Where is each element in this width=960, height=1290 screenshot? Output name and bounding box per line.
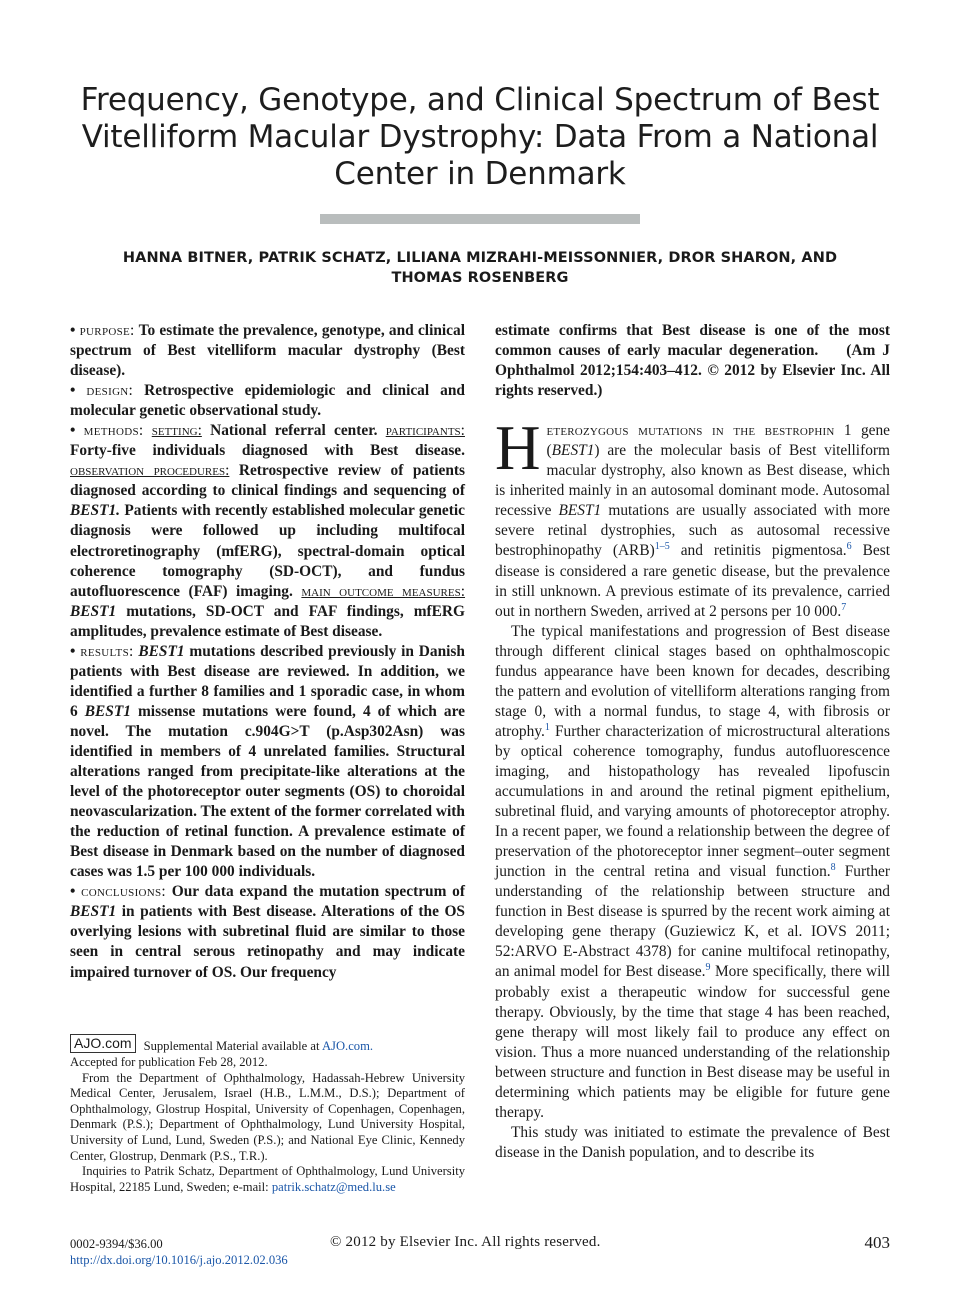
intro-smallcaps: eterozygous mutations in the bestrophin 1 — [546, 422, 852, 440]
observation-text: Retrospective review of patients diagnosed according to clinical findings and sequencing of — [70, 462, 465, 500]
ajo-logo: AJO.com — [70, 1034, 136, 1053]
reference-link[interactable]: 8 — [830, 862, 836, 874]
reference-link[interactable]: 9 — [705, 962, 711, 974]
body-text: Further understanding of the relationship between structure and function in Best disease is spurred by the recent work aiming at developing gene therapy (Guziewicz K, et al. IOVS 2011; 52:ARVO E-Abstract 4378) for canine multifocal retinopathy, an animal model for Best disease. — [495, 863, 890, 981]
body-text: Best disease is considered a rare genetic disease, but the prevalence in still unknown. A previous estimate of its prevalence, carried out in northern Sweden, arrived at 2 persons per 10 000. — [495, 542, 890, 620]
issn: 0002-9394/$36.00 — [70, 1237, 163, 1251]
gene-name: BEST1. — [70, 502, 121, 520]
email-link[interactable]: patrik.schatz@med.lu.se — [271, 1179, 396, 1194]
gene-name: BEST1 — [558, 502, 602, 520]
methods-label: methods: — [83, 422, 144, 440]
author-list — [60, 248, 900, 288]
footnotes — [70, 1036, 465, 1195]
supplemental-note — [70, 1036, 465, 1055]
participants-label: participants: — [385, 422, 465, 440]
body-text: The typical manifestations and progression of Best disease through different clinical stages based on ophthalmoscopic fundus appearance have been known for decades, describing the pattern and evolution of vitelliform alterations ranging from stage 0, with a normal fundus, to stage 4, with fibrosis or atrophy. — [495, 622, 890, 740]
design-label: design: — [86, 382, 134, 400]
gene-name: BEST1 — [84, 702, 131, 720]
drop-cap: H — [495, 413, 541, 484]
gene-name: BEST1 — [138, 642, 185, 660]
reference-link[interactable]: 1–5 — [654, 541, 670, 553]
abstract-continuation — [495, 321, 890, 401]
abstract-column — [70, 321, 465, 983]
participants-text: Forty-five individuals diagnosed with Best disease. — [70, 442, 465, 460]
title-line: Center in Denmark — [334, 156, 626, 192]
body-text: Further characterization of microstructural alterations by optical coherence tomography, fundus autofluorescence imaging, and histopathology has revealed lipofuscin accumulations in and around the retinal pigment epithelium, subretinal fluid, and varying amounts of photoreceptor atrophy. In a recent paper, we found a relationship between the degree of preservation of the photoreceptor inner segment–outer segment junction in the central retina and visual function. — [495, 722, 890, 881]
author-line: THOMAS ROSENBERG — [391, 270, 569, 286]
gene-name: BEST1 — [551, 442, 595, 460]
reference-link[interactable]: 7 — [841, 601, 847, 613]
body-column — [495, 321, 890, 1163]
conclusions-text: Our data expand the mutation spectrum of — [171, 883, 465, 901]
results-label: results: — [80, 642, 134, 660]
observation-label: observation procedures: — [70, 462, 230, 480]
title-line: Vitelliform Macular Dystrophy: Data From a National — [81, 119, 879, 155]
doi-link[interactable]: http://dx.doi.org/10.1016/j.ajo.2012.02.036 — [70, 1253, 288, 1267]
article-title — [60, 82, 900, 193]
abstract-purpose: • purpose: To estimate the prevalence, genotype, and clinical spectrum of Best vitelliform macular dystrophy (Best disease). — [70, 322, 465, 380]
continuation-text: estimate confirms that Best disease is one of the most common causes of early macular degeneration. — [495, 322, 890, 360]
inquiries-text: Inquiries to Patrik Schatz, Department of Ophthalmology, Lund University Hospital, 22185 Lund, Sweden; e-mail: — [70, 1164, 465, 1194]
conclusions-text-cont: in patients with Best disease. Alterations of the OS overlying lesions with subretinal fluid are similar to those seen in central serous retinopathy and may indicate impaired turnover of OS. Our frequency — [70, 903, 465, 981]
body-text: gene ( — [546, 422, 890, 460]
results-text: mutations described previously in Danish patients with Best disease are reviewed. In addition, we identified a further 8 families and 1 sporadic case, in whom 6 — [70, 642, 465, 720]
outcome-text: mutations, SD-OCT and FAF findings, mfERG amplitudes, prevalence estimate of Best disease. — [70, 602, 465, 640]
author-line: HANNA BITNER, PATRIK SCHATZ, LILIANA MIZRAHI-MEISSONNIER, DROR SHARON, AND — [122, 250, 838, 266]
reference-link[interactable]: 1 — [544, 721, 550, 733]
conclusions-label: conclusions: — [81, 883, 167, 901]
reference-link[interactable]: 6 — [846, 541, 852, 553]
body-paragraph-2 — [495, 622, 890, 1123]
footer-identifiers — [70, 1236, 288, 1268]
affiliations-note: From the Department of Ophthalmology, Hadassah-Hebrew University Medical Center, Jerusalem, Israel (H.B., L.M.M., D.S.); Department of Ophthalmology, Glostrup Hospital, University of Copenhagen, Copenhagen, Denmark (P.S.); Department of Ophthalmology, Lund University Hospital, University of Lund, Lund, Sweden (P.S.); and National Eye Clinic, Kennedy Center, Glostrup, Denmark (P.S., T.R.). — [70, 1070, 465, 1163]
body-text: ) are the molecular basis of Best vitelliform macular dystrophy, also known as Best disease, which is inherited mainly in an autosomal dominant mode. Autosomal recessive — [495, 442, 890, 520]
purpose-label: purpose: — [79, 322, 135, 339]
body-text: More specifically, there will probably exist a therapeutic window for successful gene therapy. Obviously, by the time that stage 4 has been reached, gene therapy will most likely fail to produce any effect on vision. Thus a more nuanced understanding of the relationship between structure and function in Best disease may be useful in determining which patients may be eligible for future gene therapy. — [495, 963, 890, 1121]
intro-paragraph — [495, 413, 890, 621]
supplemental-text: Supplemental Material available at — [143, 1039, 320, 1053]
outcome-label: main outcome measures: — [301, 582, 466, 600]
supplemental-link[interactable]: AJO.com. — [321, 1039, 374, 1053]
title-divider — [320, 214, 640, 224]
setting-text: National referral center. — [210, 422, 378, 440]
spacer — [495, 401, 890, 421]
footer-copyright: © 2012 by Elsevier Inc. All rights reserved. — [330, 1234, 601, 1250]
abstract-methods: • methods: setting: National referral center. participants: Forty-five individuals diagnosed with Best disease. observation procedures: Retrospective review of patients diagnosed according to clinical findings and sequencing of BEST1. Patients with recently established molecular genetic diagnosis were followed up including multifocal electroretinography (mfERG), spectral-domain optical coherence tomography (SD-OCT), and fundus autofluorescence (FAF) imaging. main outcome measures: BEST1 mutations, SD-OCT and FAF findings, mfERG amplitudes, prevalence estimate of Best disease. — [70, 422, 466, 640]
page-number: 403 — [864, 1233, 890, 1252]
observation-text-cont: Patients with recently established molecular genetic diagnosis were followed up including multifocal electroretinography (mfERG), spectral-domain optical coherence tomography (SD-OCT), and fundus autofluorescence (FAF) imaging. — [70, 502, 465, 600]
results-text-cont: missense mutations were found, 4 of which are novel. The mutation c.904G>T (p.Asp302Asn) was identified in members of 4 unrelated families. Structural alterations ranged from precipitate-like alterations at the level of the photoreceptor outer segments (OS) to choroidal neovascularization. The extent of the former correlated with the reduction of retinal function. A prevalence estimate of Best disease in Denmark based on the number of diagnosed cases was 1.5 per 100 000 individuals. — [70, 702, 465, 881]
citation-text: (Am J Ophthalmol 2012;154:403–412. © 2012 by Elsevier Inc. All rights reserved.) — [495, 342, 890, 400]
abstract-design: • design: Retrospective epidemiologic and clinical and molecular genetic observational study. — [70, 382, 465, 420]
abstract-conclusions: • conclusions: Our data expand the mutation spectrum of BEST1 in patients with Best disease. Alterations of the OS overlying lesions with subretinal fluid are similar to those seen in central serous retinopathy and may indicate impaired turnover of OS. Our frequency — [70, 883, 465, 981]
design-text: Retrospective epidemiologic and clinical and molecular genetic observational study. — [70, 382, 465, 420]
gene-name: BEST1 — [70, 903, 117, 921]
setting-label: setting: — [151, 422, 202, 440]
title-line: Frequency, Genotype, and Clinical Spectrum of Best — [80, 82, 880, 118]
body-paragraph-3: This study was initiated to estimate the prevalence of Best disease in the Danish population, and to describe its — [495, 1123, 890, 1161]
accepted-note: Accepted for publication Feb 28, 2012. — [70, 1055, 268, 1069]
inquiries-note — [70, 1164, 465, 1195]
body-text: and retinitis pigmentosa. — [680, 542, 847, 560]
body-text: mutations are usually associated with more severe retinal dystrophies, such as autosomal recessive bestrophinopathy (ARB) — [495, 502, 890, 560]
purpose-text: To estimate the prevalence, genotype, and clinical spectrum of Best vitelliform macular dystrophy (Best disease). — [70, 322, 465, 380]
gene-name: BEST1 — [70, 602, 117, 620]
abstract-results: • results: BEST1 mutations described previously in Danish patients with Best disease are reviewed. In addition, we identified a further 8 families and 1 sporadic case, in whom 6 BEST1 missense mutations were found, 4 of which are novel. The mutation c.904G>T (p.Asp302Asn) was identified in members of 4 unrelated families. Structural alterations ranged from precipitate-like alterations at the level of the photoreceptor outer segments (OS) to choroidal neovascularization. The extent of the former correlated with the reduction of retinal function. A prevalence estimate of Best disease in Denmark based on the number of diagnosed cases was 1.5 per 100 000 individuals. — [70, 642, 465, 881]
